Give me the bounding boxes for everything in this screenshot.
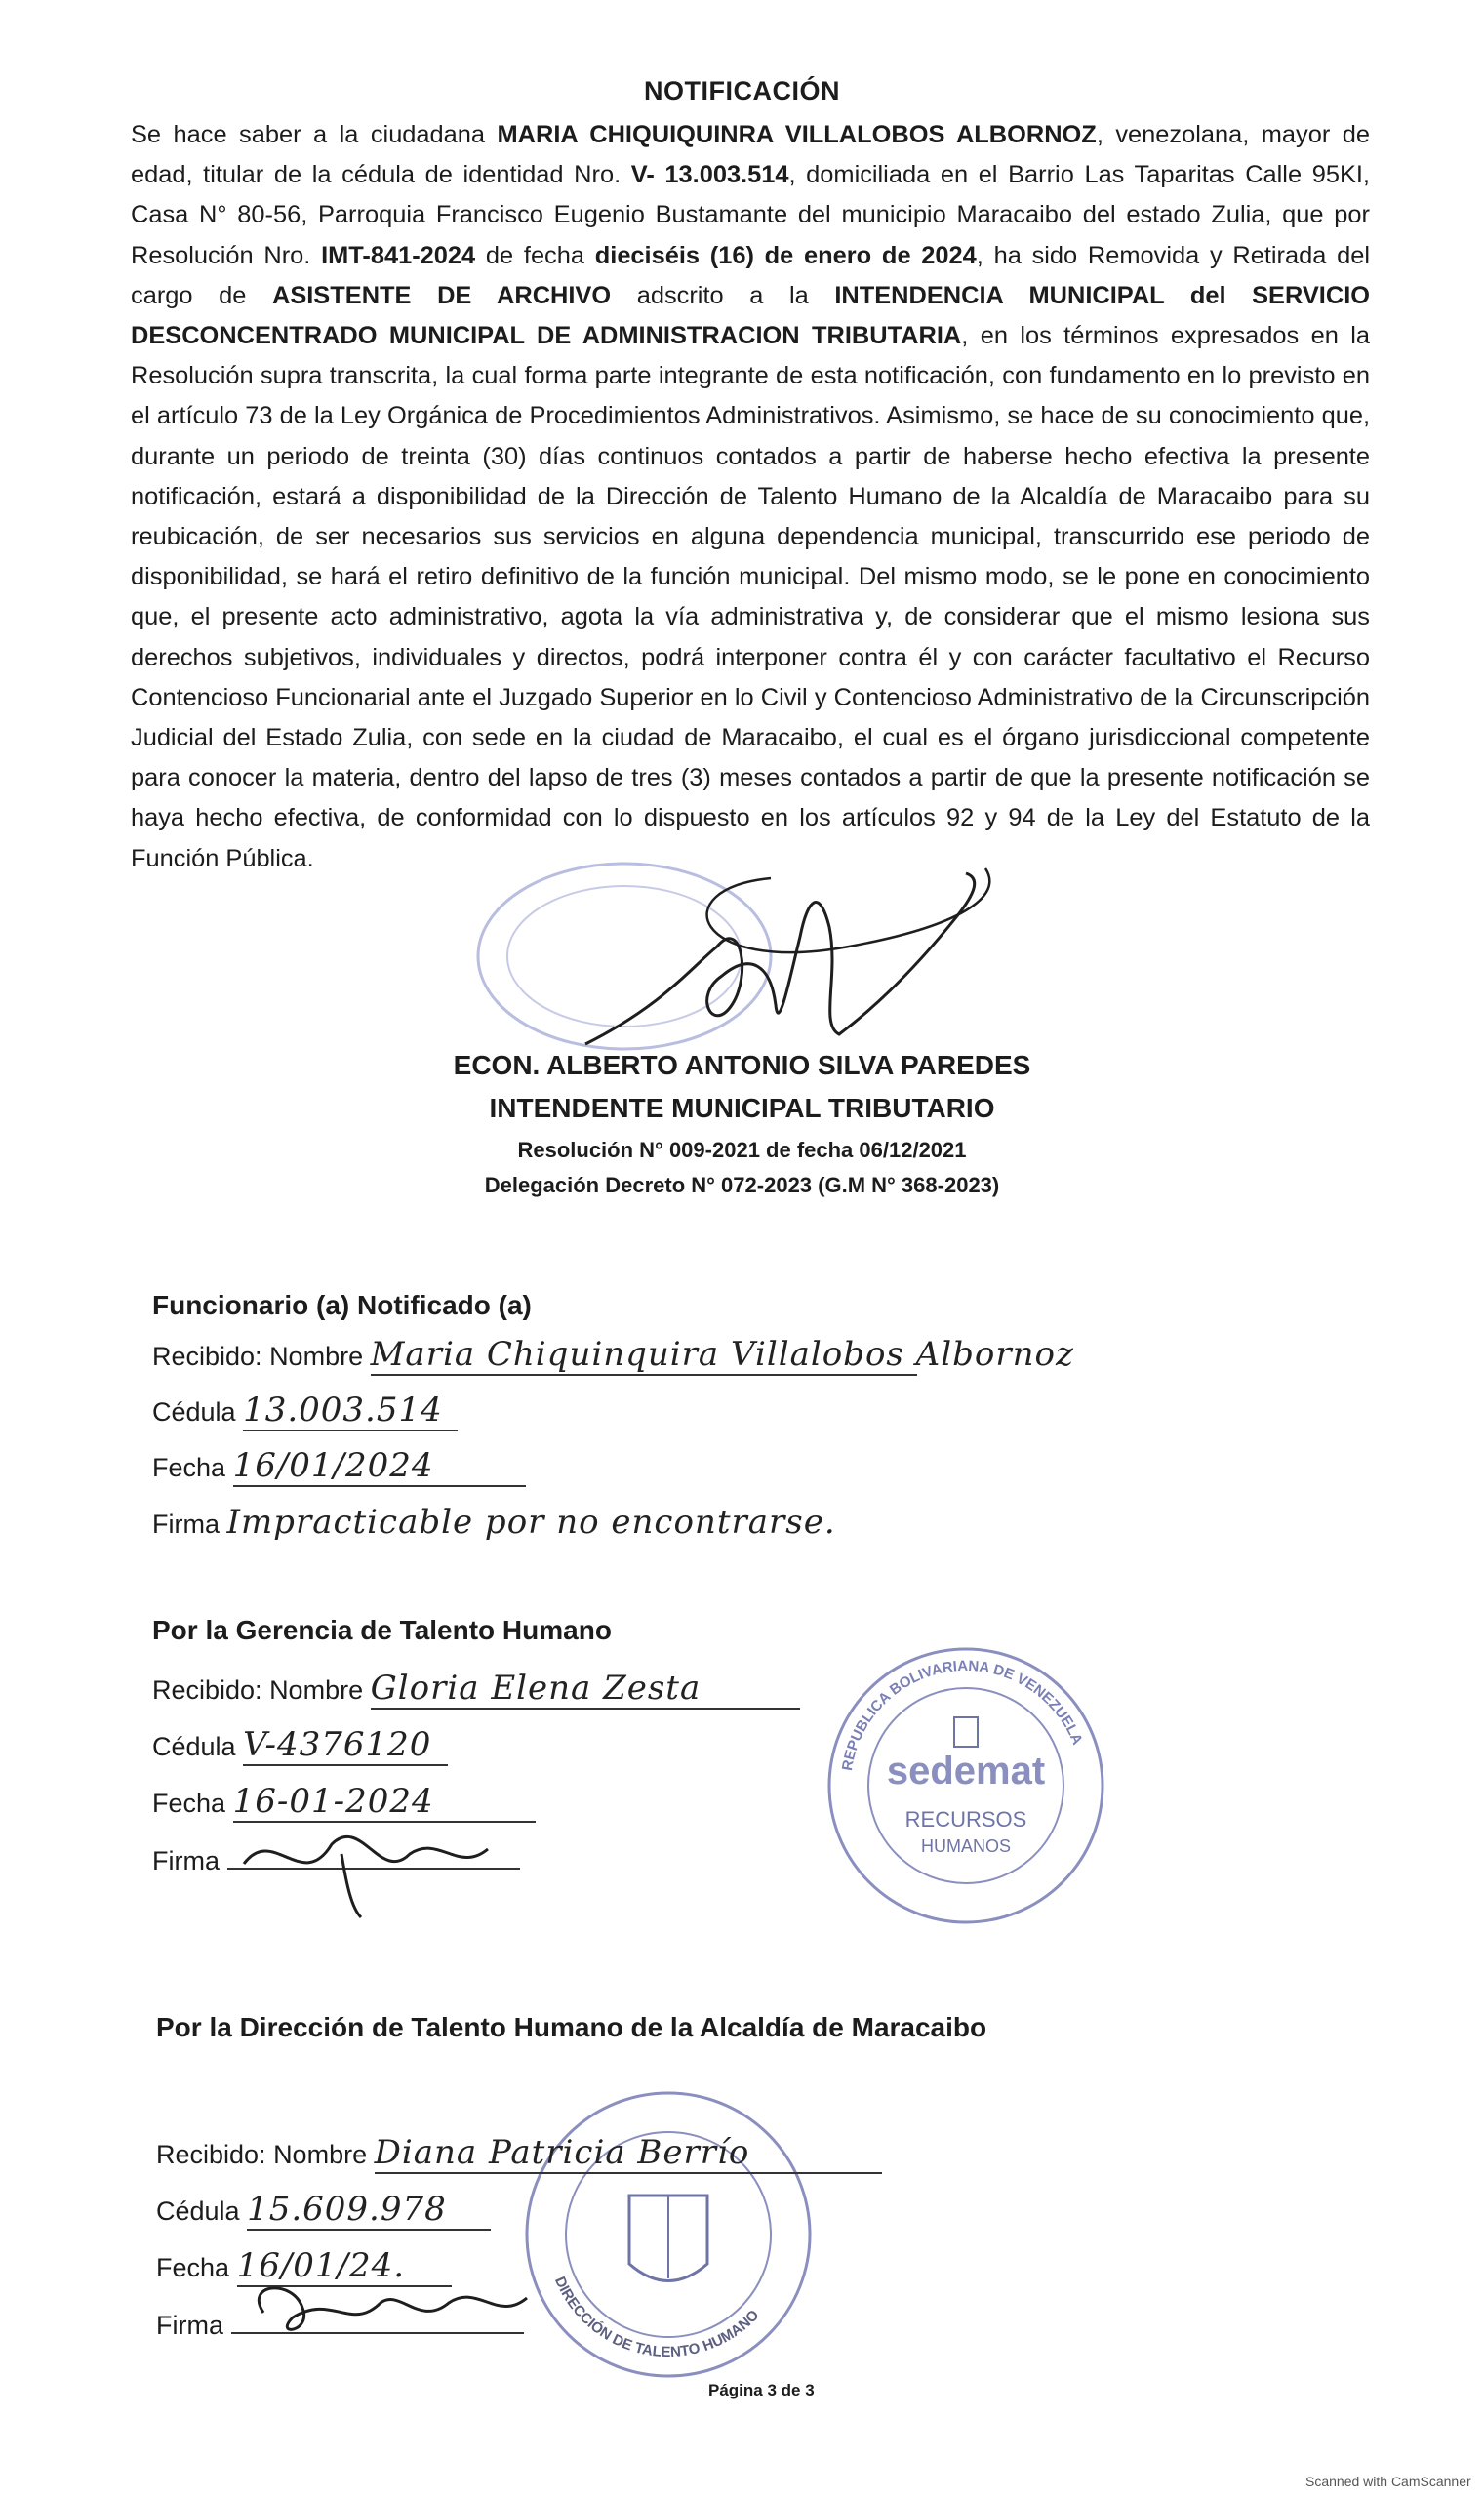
body-text: Se hace saber a la ciudadana [131, 121, 498, 148]
field-label: Firma [152, 1510, 220, 1539]
body-text: de fecha [475, 241, 595, 269]
direccion-stamp [507, 2088, 829, 2381]
field-label: Recibido: Nombre [156, 2140, 368, 2169]
sedemat-stamp [820, 1639, 1112, 1932]
position-title: ASISTENTE DE ARCHIVO [271, 281, 612, 309]
field-label: Fecha [156, 2253, 230, 2282]
signatory-resolution: Resolución N° 009-2021 de fecha 06/12/2021 [517, 1138, 967, 1162]
handwritten-date: 16-01-2024 [233, 1782, 536, 1823]
stamp-dept2: HUMANOS [920, 1836, 1012, 1856]
field-label: Firma [152, 1846, 220, 1875]
gerencia-name-row [152, 1669, 800, 1710]
intendente-signature [546, 859, 1015, 1073]
page-number: Página 3 de 3 [708, 2381, 815, 2399]
notified-name: MARIA CHIQUIQUINRA VILLALOBOS ALBORNOZ [497, 121, 1097, 148]
signatory-role: INTENDENTE MUNICIPAL TRIBUTARIO [489, 1093, 995, 1123]
notified-sign-row [152, 1503, 836, 1542]
direccion-heading: Por la Dirección de Talento Humano de la Alcaldía de Maracaibo [156, 2012, 987, 2042]
stamp-dept: RECURSOS [904, 1807, 1027, 1832]
direccion-name-row [156, 2133, 882, 2174]
notified-heading: Funcionario (a) Notificado (a) [152, 1290, 532, 1320]
notification-body [131, 115, 1370, 879]
handwritten-id: V-4376120 [243, 1725, 448, 1766]
field-label: Fecha [152, 1453, 226, 1482]
body-text: , ha sido Removida y Retirada del cargo de [131, 241, 1370, 309]
field-label: Recibido: Nombre [152, 1675, 364, 1705]
signatory-name: ECON. ALBERTO ANTONIO SILVA PAREDES [453, 1050, 1031, 1080]
notified-name-row [152, 1335, 1074, 1376]
field-label: Firma [156, 2311, 223, 2340]
resolution-date: dieciséis (16) de enero de 2024 [594, 241, 977, 269]
stamp-ring-text: REPUBLICA BOLIVARIANA DE VENEZUELA [838, 1657, 1086, 1772]
handwritten-date: 16/01/2024 [233, 1446, 526, 1487]
notified-ci-row [152, 1390, 458, 1431]
handwritten-date: 16/01/24. [237, 2246, 452, 2287]
body-text: , venezolana, mayor de edad, titular de la cédula de identidad Nro. [131, 121, 1371, 189]
notified-id: V- 13.003.514 [630, 161, 789, 189]
field-label: Cédula [152, 1397, 236, 1427]
direccion-signature [234, 2274, 546, 2361]
gerencia-signature [224, 1815, 517, 1922]
document-title: NOTIFICACIÓN [644, 76, 840, 105]
body-text: , domiciliada en el Barrio Las Taparitas Calle 95KI, Casa N° 80-56, Parroquia Francisco Eugenio Bustamante del municipio Maracaibo del estado Zulia, que por Resolución Nro. [131, 161, 1370, 269]
gerencia-heading: Por la Gerencia de Talento Humano [152, 1615, 612, 1645]
gerencia-ci-row [152, 1725, 448, 1766]
signatory-delegation: Delegación Decreto N° 072-2023 (G.M N° 368-2023) [484, 1173, 1000, 1197]
handwritten-note: Impracticable por no encontrarse. [226, 1503, 836, 1542]
scanner-watermark: Scanned with CamScanner [1305, 2474, 1471, 2489]
body-text: adscrito a la [611, 281, 835, 309]
handwritten-name: Gloria Elena Zesta [371, 1669, 800, 1710]
direccion-ci-row [156, 2190, 491, 2231]
field-label: Fecha [152, 1789, 226, 1818]
stamp-ring-text: DIRECCIÓN DE TALENTO HUMANO [551, 2274, 763, 2361]
coat-of-arms-icon [954, 1717, 978, 1747]
notified-date-row [152, 1446, 526, 1487]
handwritten-id: 13.003.514 [243, 1390, 458, 1431]
office-name: INTENDENCIA MUNICIPAL del SERVICIO DESCONCENTRADO MUNICIPAL DE ADMINISTRACION TRIBUTARIA [131, 281, 1371, 350]
field-label: Cédula [156, 2196, 240, 2226]
resolution-number: IMT-841-2024 [321, 241, 476, 269]
body-text: , en los términos expresados en la Resolución supra transcrita, la cual forma parte integrante de esta notificación, con fundamento en lo previsto en el artículo 73 de la Ley Orgánica de Procedimientos Administrativos. Asimismo, se hace de su conocimiento que, durante un periodo de treinta (30) días continuos contados a partir de haberse hecho efectiva la presente notificación, estará a disponibilidad de la Dirección de Talento Humano de la Alcaldía de Maracaibo para su reubicación, de ser necesarios sus servicios en alguna dependencia municipal, transcurrido ese periodo de disponibilidad, se hará el retiro definitivo de la función municipal. Del mismo modo, se le pone en conocimiento que, el presente acto administrativo, agota la vía administrativa y, de considerar que el mismo lesiona sus derechos subjetivos, individuales y directos, podrá interponer contra él y con carácter facultativo el Recurso Contencioso Funcionarial ante el Juzgado Superior en lo Civil y Contencioso Administrativo de la Circunscripción Judicial del Estado Zulia, con sede en la ciudad de Maracaibo, el cual es el órgano jurisdiccional competente para conocer la materia, dentro del lapso de tres (3) meses contados a partir de que la presente notificación se haya hecho efectiva, de conformidad con lo dispuesto en los artículos 92 y 94 de la Ley del Estatuto de la Función Pública. [131, 322, 1370, 872]
stamp-brand: sedemat [886, 1750, 1046, 1793]
handwritten-id: 15.609.978 [247, 2190, 491, 2231]
field-label: Cédula [152, 1732, 236, 1761]
field-label: Recibido: Nombre [152, 1342, 364, 1371]
handwritten-name: Diana Patricia Berrío [375, 2133, 882, 2174]
handwritten-name: Maria Chiquinquira Villalobos Albornoz [370, 1335, 1074, 1374]
